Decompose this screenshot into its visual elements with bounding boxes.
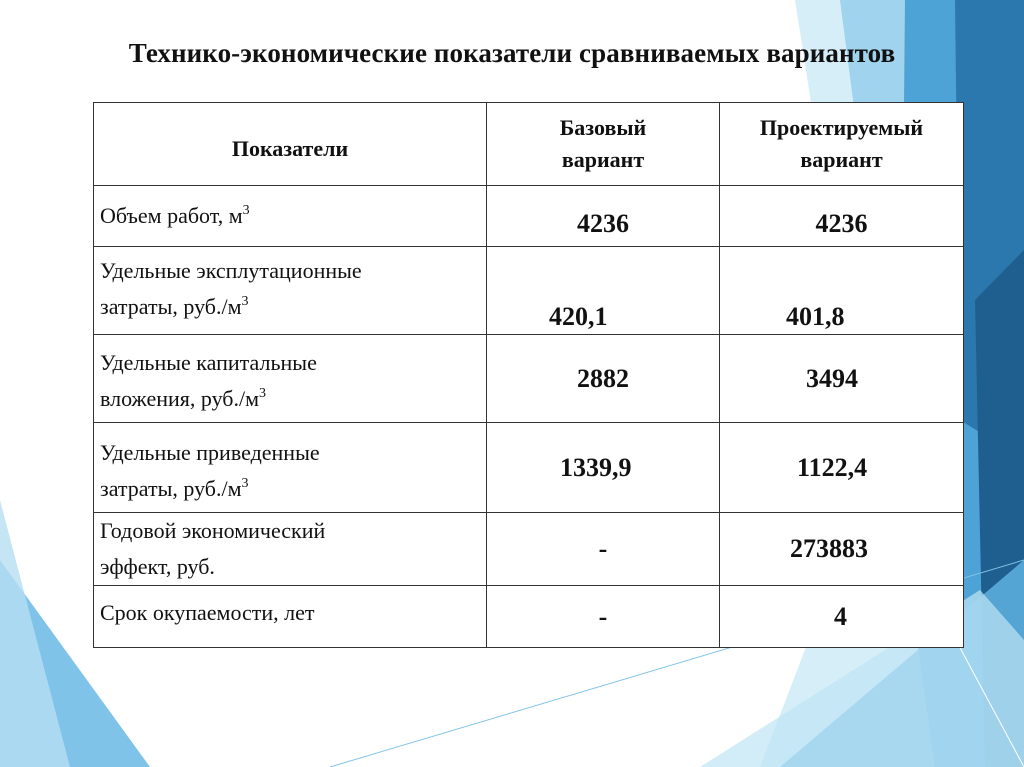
header-base-variant (487, 103, 720, 186)
base-value: - (487, 586, 720, 648)
superscript: 3 (259, 385, 267, 401)
row-label-line1: Удельные эксплутационные (100, 258, 362, 283)
row-label (94, 586, 487, 648)
base-value: 1339,9 (487, 423, 720, 513)
row-label (94, 423, 487, 513)
table-row (94, 335, 964, 423)
table-row (94, 247, 964, 335)
page-title: Технико-экономические показатели сравниваемых вариантов (128, 38, 896, 68)
header-base-line1: Базовый (559, 115, 647, 140)
header-projected-variant (720, 103, 964, 186)
header-proj-line2: вариант (800, 147, 883, 172)
row-label-line2: затраты, руб./м (100, 475, 242, 501)
table-header-row (94, 103, 964, 186)
row-label-line2: затраты, руб./м (100, 294, 242, 319)
base-value: - (487, 513, 720, 586)
projected-value: 401,8 (720, 247, 964, 335)
decor-facet-left-pale (0, 500, 70, 767)
base-value: 420,1 (487, 247, 720, 335)
row-label-line1: Годовой экономический (100, 518, 326, 543)
table-row (94, 423, 964, 513)
projected-value: 1122,4 (720, 423, 964, 513)
base-value: 4236 (487, 186, 720, 247)
projected-value: 4236 (720, 186, 964, 247)
row-label (94, 247, 487, 335)
row-label-line2: вложения, руб./м (100, 385, 260, 411)
row-label-line1: Удельные капитальные (100, 349, 317, 375)
row-label-line1: Срок окупаемости, лет (100, 599, 315, 625)
header-indicators (94, 103, 487, 186)
indicators-table (93, 102, 964, 648)
row-label-line1: Удельные приведенные (100, 439, 320, 465)
table-row (94, 513, 964, 586)
row-label-line1: Объем работ, м (100, 203, 243, 228)
table-row (94, 586, 964, 648)
row-label (94, 186, 487, 247)
row-label (94, 335, 487, 423)
superscript: 3 (241, 294, 249, 309)
superscript: 3 (241, 475, 249, 491)
table-row (94, 186, 964, 247)
projected-value: 273883 (720, 513, 964, 586)
row-label (94, 513, 487, 586)
header-indicators-label: Показатели (231, 136, 349, 161)
header-base-line2: вариант (561, 147, 645, 172)
superscript: 3 (242, 203, 250, 218)
projected-value: 4 (720, 586, 964, 648)
projected-value: 3494 (720, 335, 964, 423)
row-label-line2: эффект, руб. (100, 554, 215, 579)
base-value: 2882 (487, 335, 720, 423)
header-proj-line1: Проектируемый (759, 115, 924, 140)
